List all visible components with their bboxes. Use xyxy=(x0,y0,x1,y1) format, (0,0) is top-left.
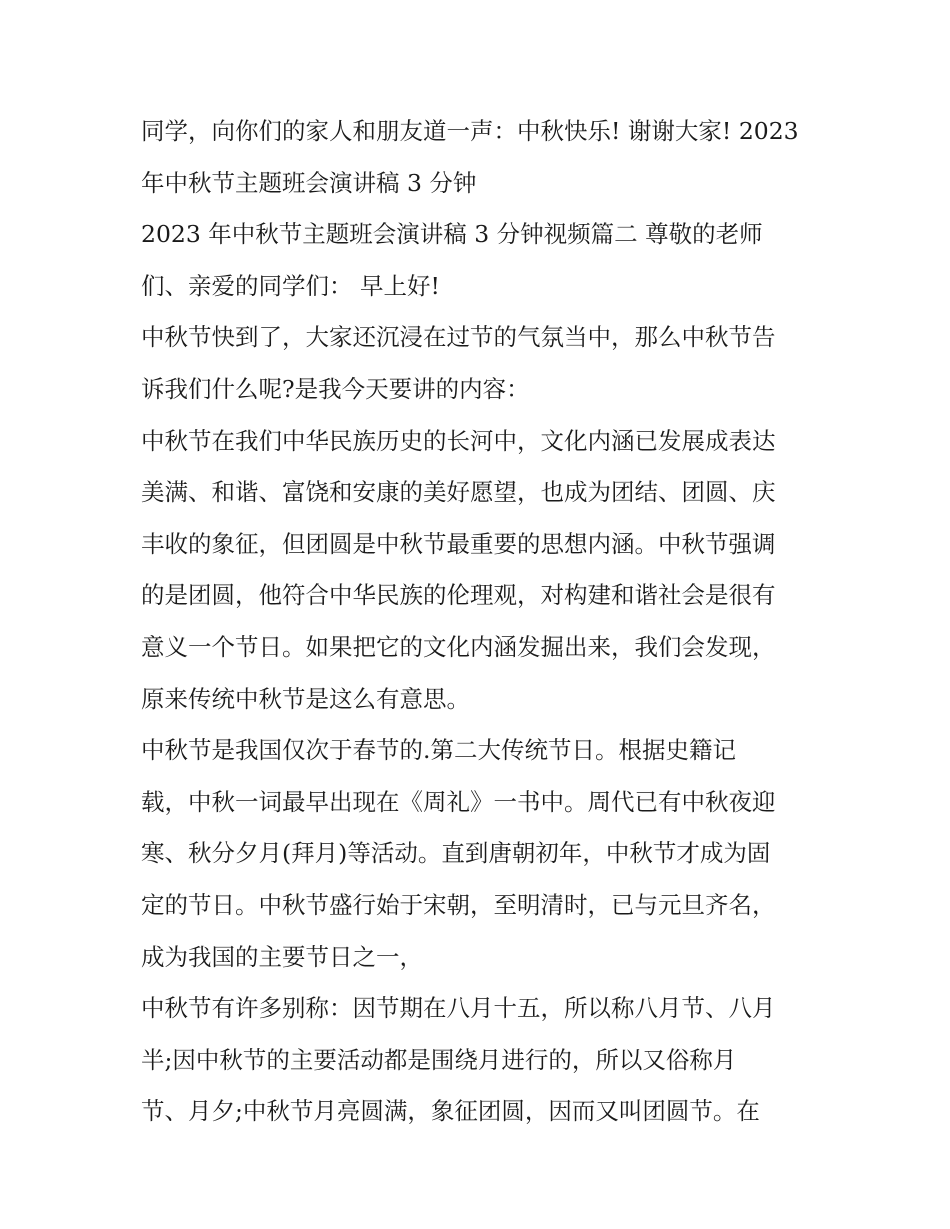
text-line: 中秋节快到了，大家还沉浸在过节的气氛当中，那么中秋节告 xyxy=(141,323,776,352)
text-line: 节、月夕;中秋节月亮圆满，象征团圆，因而又叫团圆节。在 xyxy=(141,1097,760,1126)
document-body xyxy=(141,106,821,1138)
text-line: 同学，向你们的家人和朋友道一声：中秋快乐! 谢谢大家! 2023 xyxy=(141,117,799,145)
text-line: 中秋节在我们中华民族历史的长河中，文化内涵已发展成表达 xyxy=(141,426,776,455)
text-line: 中秋节有许多别称：因节期在八月十五，所以称八月节、八月 xyxy=(141,994,776,1023)
text-line: 年中秋节主题班会演讲稿 3 分钟 xyxy=(141,168,477,197)
text-line: 载，中秋一词最早出现在《周礼》一书中。周代已有中秋夜迎 xyxy=(141,787,776,816)
text-line: 定的节日。中秋节盛行始于宋朝，至明清时，已与元旦齐名， xyxy=(141,890,776,919)
text-line: 意义一个节日。如果把它的文化内涵发掘出来，我们会发现， xyxy=(141,632,776,661)
text-line: 们、亲爱的同学们： 早上好! xyxy=(141,271,440,300)
text-line: 丰收的象征，但团圆是中秋节最重要的思想内涵。中秋节强调 xyxy=(141,529,776,558)
text-line: 中秋节是我国仅次于春节的.第二大传统节日。根据史籍记 xyxy=(141,736,736,765)
text-line: 寒、秋分夕月(拜月)等活动。直到唐朝初年，中秋节才成为固 xyxy=(141,839,771,868)
text-line: 半;因中秋节的主要活动都是围绕月进行的，所以又俗称月 xyxy=(141,1045,737,1074)
text-line: 成为我国的主要节日之一， xyxy=(141,942,423,971)
text-line: 诉我们什么呢?是我今天要讲的内容： xyxy=(141,374,530,403)
text-line: 的是团圆，他符合中华民族的伦理观，对构建和谐社会是很有 xyxy=(141,581,776,610)
text-line: 美满、和谐、富饶和安康的美好愿望，也成为团结、团圆、庆 xyxy=(141,478,776,507)
text-line: 2023 年中秋节主题班会演讲稿 3 分钟视频篇二 尊敬的老师 xyxy=(141,220,763,249)
text-line: 原来传统中秋节是这么有意思。 xyxy=(141,684,470,713)
